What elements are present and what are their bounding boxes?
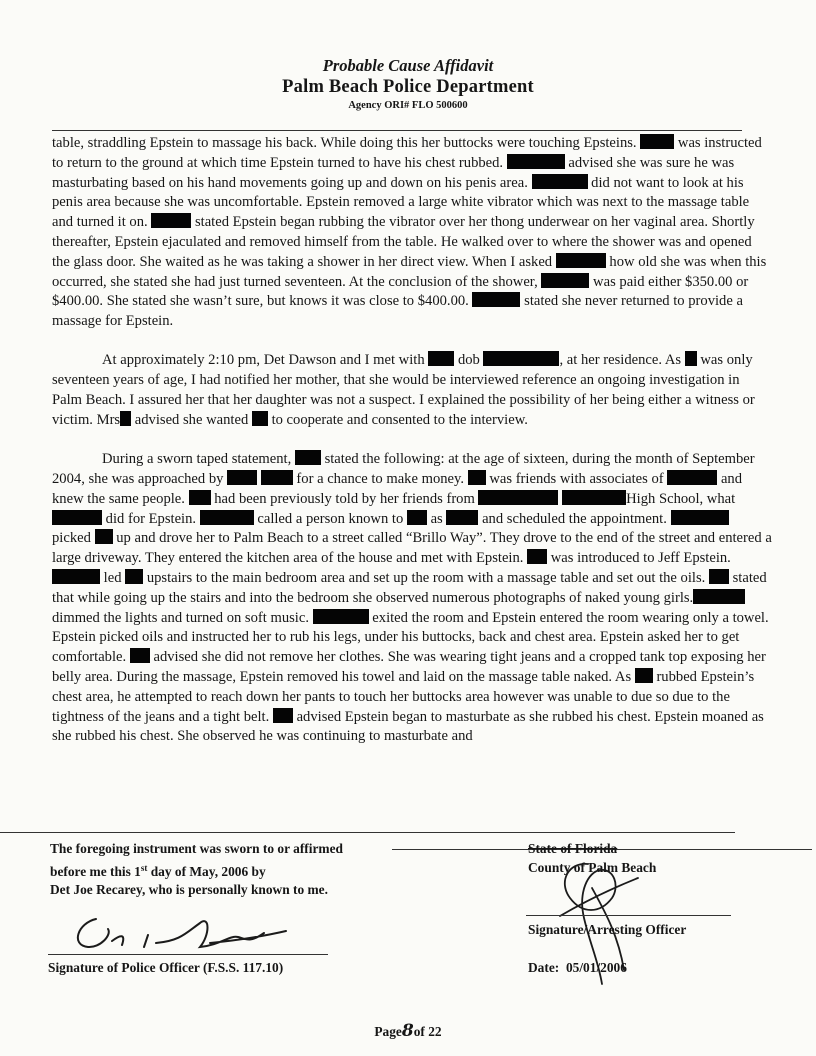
redaction-block <box>446 510 478 525</box>
date-row <box>528 960 627 976</box>
paragraph-1 <box>52 134 772 332</box>
redaction-block <box>527 549 547 564</box>
text-segment: picked <box>52 530 91 547</box>
text-segment: rubbed Epstein’s chest area, he attempted to reach down her pants to touch her buttocks area however was unable to due so due to the tightness of the jeans and a tight belt. <box>52 668 755 725</box>
footer-divider <box>0 832 735 833</box>
text-segment: , at her residence. As <box>559 352 682 369</box>
redaction-block <box>693 589 745 604</box>
text-segment: how old she was when this occurred, she stated she had just turned seventeen. At the conclusion of the shower, <box>52 253 767 290</box>
sworn-line-2 <box>50 859 410 882</box>
text-segment: advised she did not remove her clothes. She was wearing tight jeans and a cropped tank top exposing her belly area. During the massage, Epstein removed his towel and laid on the massage table naked. As <box>52 649 766 685</box>
ordinal-suffix: st <box>140 862 148 873</box>
redaction-block <box>125 569 143 584</box>
text-segment: to cooperate and consented to the interview. <box>271 411 528 428</box>
department-name: Palm Beach Police Department <box>282 77 534 97</box>
redaction-block <box>273 708 293 723</box>
text-segment: was paid either $350.00 or $400.00. She stated she wasn’t sure, but knows it was close to $400.00. <box>52 273 749 310</box>
redaction-block <box>468 470 486 485</box>
redaction-block <box>261 470 293 485</box>
document-header <box>0 56 816 113</box>
text-segment: advised Epstein began to masturbate as she rubbed his chest. Epstein moaned as she rubbed his chest. She observed he was continuing to masturbate and <box>52 708 764 745</box>
text-segment: was instructed to return to the ground at which time Epstein turned to have his chest rubbed. <box>52 135 762 171</box>
page-current: 8 <box>401 1021 414 1041</box>
text-segment: stated the following: at the age of sixteen, during the month of September 2004, she was approached by <box>52 451 755 487</box>
redaction-block <box>295 450 321 465</box>
text-segment: for a chance to make money. <box>296 470 465 487</box>
redaction-block <box>562 490 626 505</box>
redaction-block <box>556 253 606 268</box>
redaction-block <box>685 351 697 366</box>
text-segment: At approximately 2:10 pm, Det Dawson and I met with <box>102 352 425 369</box>
text-segment: did for Epstein. <box>105 510 197 527</box>
redaction-block <box>483 351 559 366</box>
text-segment: advised she wanted <box>134 411 249 428</box>
redaction-block <box>428 351 454 366</box>
text-segment: as <box>430 510 443 527</box>
text-segment: stated that while going up the stairs and into the bedroom she observed numerous photographs of naked young girls. <box>52 569 767 606</box>
header-divider <box>52 130 742 131</box>
text-segment: up and drove her to Palm Beach to a street called “Brillo Way”. They drove to the end of the street and entered a large driveway. They entered the kitchen area of the house and met with Epstein. <box>52 530 772 567</box>
redaction-block <box>151 213 191 228</box>
officer-signature-label: Signature of Police Officer (F.S.S. 117.10) <box>48 960 284 975</box>
redaction-block <box>227 470 257 485</box>
text-segment: was introduced to Jeff Epstein. <box>550 550 731 567</box>
redaction-block <box>52 569 100 584</box>
redaction-block <box>541 273 589 288</box>
text-segment: had been previously told by her friends from <box>214 490 475 507</box>
agency-ori: Agency ORI# FLO 500600 <box>348 100 468 111</box>
redaction-block <box>640 134 674 149</box>
text-segment: dimmed the lights and turned on soft music. <box>52 609 309 626</box>
redaction-block <box>635 668 653 683</box>
arresting-signature-line <box>526 915 731 916</box>
page-number <box>0 1021 816 1041</box>
redaction-block <box>532 174 588 189</box>
redaction-block <box>95 529 113 544</box>
date-label: Date: <box>528 960 560 975</box>
redaction-block <box>189 490 211 505</box>
text-segment: and scheduled the appointment. <box>482 510 667 527</box>
text-segment: and knew the same people. <box>52 470 743 507</box>
arresting-officer-label: Signature/Arresting Officer <box>528 922 687 937</box>
text-segment: During a sworn taped statement, <box>102 451 292 468</box>
text-segment: stated Epstein began rubbing the vibrator over her thong underwear on her vaginal area. Shortly thereafter, Epstein ejaculated and removed himself from the table. He walked over to where the shower was and opened the glass door. She waited as he was taking a shower in her direct view. When I asked <box>52 214 755 270</box>
text-segment: advised she was sure he was masturbating based on his hand movements going up and down on his penis area. <box>52 154 735 191</box>
text-segment: led <box>103 569 122 586</box>
sworn-line-3: Det Joe Recarey, who is personally known to me. <box>50 882 328 897</box>
text-segment: called a person known to <box>257 510 404 527</box>
redaction-block <box>472 292 520 307</box>
redaction-block <box>130 648 150 663</box>
text-segment: upstairs to the main bedroom area and set up the room with a massage table and set out the oils. <box>146 569 706 586</box>
affidavit-title: Probable Cause Affidavit <box>322 56 494 75</box>
county-label: County of Palm Beach <box>528 859 657 875</box>
redaction-block <box>507 154 565 169</box>
sworn-line-1: The foregoing instrument was sworn to or affirmed <box>50 841 343 856</box>
redaction-block <box>120 411 131 426</box>
redaction-block <box>313 609 369 624</box>
sworn-line-2-rest: day of May, 2006 by <box>147 863 266 879</box>
redaction-block <box>478 490 558 505</box>
sworn-statement <box>50 840 410 900</box>
redaction-block <box>407 510 427 525</box>
paragraph-3 <box>52 450 772 747</box>
text-segment: was only seventeen years of age, I had notified her mother, that she would be interviewed reference an ongoing investigation in Palm Beach. I assured her that her daughter was not a suspect. I explained the possibility of her being either a witness or victim. Mrs <box>52 352 755 428</box>
signature-stroke <box>78 919 286 947</box>
redaction-block <box>52 510 102 525</box>
text-segment: stated she never returned to provide a massage for Epstein. <box>52 293 743 330</box>
redaction-block <box>709 569 729 584</box>
text-segment: table, straddling Epstein to massage his back. While doing this her buttocks were touching Epsteins. <box>52 135 637 151</box>
page-total: of 22 <box>413 1024 442 1039</box>
state-label: State of Florida <box>528 841 618 856</box>
text-segment: was friends with associates of <box>489 470 664 487</box>
paragraph-2 <box>52 351 772 430</box>
redaction-block <box>667 470 717 485</box>
redaction-block <box>671 510 729 525</box>
text-segment: exited the room and Epstein entered the room wearing only a towel. Epstein picked oils and instructed her to rub his legs, under his buttocks, back and chest area. Epstein asked her to get comfortable. <box>52 609 769 666</box>
text-segment: High School, what <box>626 490 736 507</box>
date-value: 05/01/2006 <box>565 960 627 975</box>
officer-signature-line <box>48 954 328 955</box>
text-segment: dob <box>457 352 480 369</box>
redaction-block <box>252 411 268 426</box>
page-prefix: Page <box>374 1024 402 1039</box>
officer-signature <box>60 905 300 965</box>
text-segment: did not want to look at his penis area because she was uncomfortable. Epstein removed a large white vibrator which was next to the massage table and turned it on. <box>52 174 750 231</box>
redaction-block <box>200 510 254 525</box>
sworn-line-2-text: before me this 1 <box>50 863 141 879</box>
affidavit-body <box>52 134 772 767</box>
